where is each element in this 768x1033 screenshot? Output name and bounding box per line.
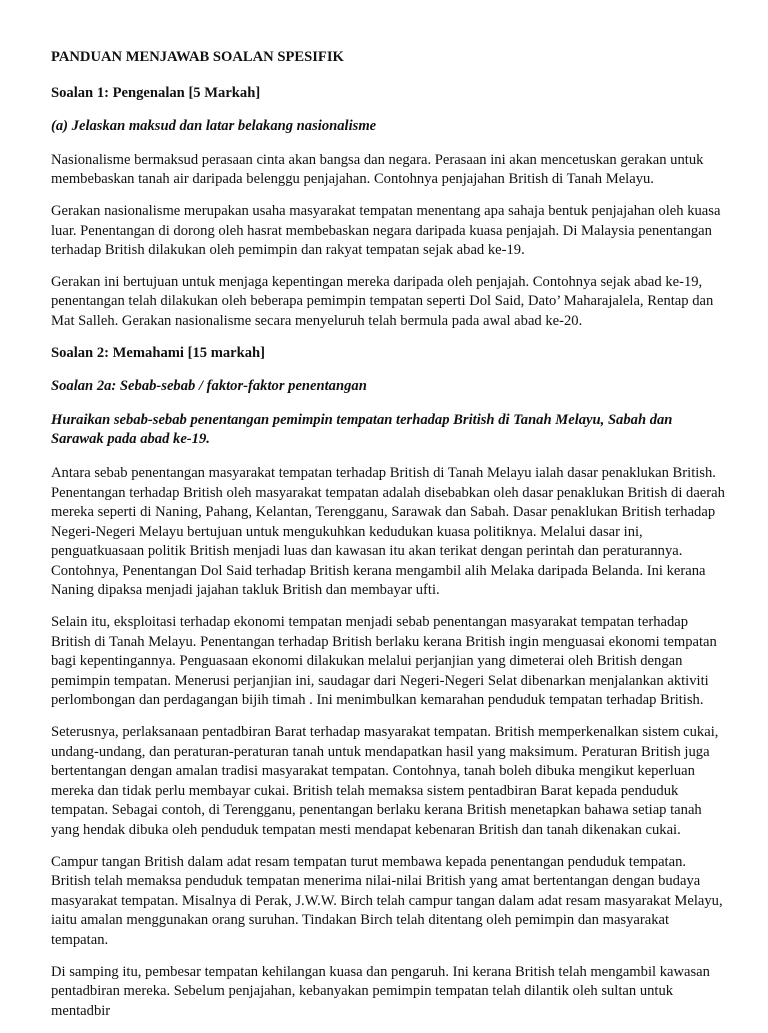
paragraph: Gerakan nasionalisme merupakan usaha masyarakat tempatan menentang apa sahaja bentuk penjajahan oleh kuasa luar. Penentangan di dorong oleh hasrat membebaskan negara daripada kuasa penjajah. Di Malaysia penentangan terhadap British dilakukan oleh pemimpin dan rakyat tempatan sejak abad ke-19. <box>51 202 721 259</box>
paragraph: Nasionalisme bermaksud perasaan cinta akan bangsa dan negara. Perasaan ini akan mencetuskan gerakan untuk membebaskan tanah air daripada belenggu penjajahan. Contohnya penjajahan British di Tanah Melayu. <box>51 151 704 188</box>
question-2a-question: Huraikan sebab-sebab penentangan pemimpin tempatan terhadap British di Tanah Melayu, Sabah dan Sarawak pada abad ke-19. <box>51 411 673 448</box>
paragraph: Seterusnya, perlaksanaan pentadbiran Barat terhadap masyarakat tempatan. British memperkenalkan sistem cukai, undang-undang, dan peraturan-peraturan tanah untuk mendapatkan hasil yang maksimum. Peraturan British juga bertentangan dengan amalan tradisi masyarakat tempatan. Contohnya, tanah boleh dibuka mengikut keperluan mereka dan tidak perlu membayar cukai. British telah memaksa sistem pentadbiran Barat kepada penduduk tempatan. Sebagai contoh, di Terengganu, penentangan berlaku kerana British menetapkan bahawa setiap tanah yang hendak dibuka oleh penduduk tempatan mesti mendapat kebenaran British dan tanah dikenakan cukai. <box>51 724 719 838</box>
paragraph: Campur tangan British dalam adat resam tempatan turut membawa kepada penentangan penduduk tempatan. British telah memaksa penduduk tempatan menerima nilai-nilai British yang amat bertentangan dengan budaya masyarakat tempatan. Misalnya di Perak, J.W.W. Birch telah campur tangan dalam adat resam masyarakat Melayu, iaitu amalan menggunakan orang suruhan. Tindakan Birch telah ditentang oleh pemimpin dan masyarakat tempatan. <box>51 853 723 948</box>
question-1-heading: Soalan 1: Pengenalan [5 Markah] <box>51 84 261 101</box>
document-page <box>51 48 726 1033</box>
document-title: PANDUAN MENJAWAB SOALAN SPESIFIK <box>51 49 344 65</box>
question-2-heading: Soalan 2: Memahami [15 markah] <box>51 344 266 361</box>
question-1a-prompt: (a) Jelaskan maksud dan latar belakang nasionalisme <box>51 118 377 135</box>
paragraph: Di samping itu, pembesar tempatan kehilangan kuasa dan pengaruh. Ini kerana British telah mengambil kawasan pentadbiran mereka. Sebelum penjajahan, kebanyakan pemimpin tempatan telah dilantik oleh sultan untuk mentadbir <box>51 963 710 1019</box>
paragraph: Selain itu, eksploitasi terhadap ekonomi tempatan menjadi sebab penentangan masyarakat tempatan terhadap British di Tanah Melayu. Penentangan terhadap British berlaku kerana British ingin menguasai ekonomi tempatan bagi kepentingannya. Penguasaan ekonomi dilakukan melalui perjanjian yang dimeterai oleh British dengan pemimpin tempatan. Menerusi perjanjian ini, saudagar dari Negeri-Negeri Selat dibenarkan menjalankan aktiviti perlombongan dan perdagangan bijih timah . Ini menimbulkan kemarahan penduduk tempatan terhadap British. <box>51 614 717 709</box>
paragraph: Gerakan ini bertujuan untuk menjaga kepentingan mereka daripada oleh penjajah. Contohnya sejak abad ke-19, penentangan telah dilakukan oleh beberapa pemimpin tempatan seperti Dol Said, Dato’ Maharajalela, Rentap dan Mat Salleh. Gerakan nasionalisme secara menyeluruh telah bermula pada awal abad ke-20. <box>51 273 714 329</box>
question-2a-prompt: Soalan 2a: Sebab-sebab / faktor-faktor penentangan <box>51 378 367 395</box>
paragraph: Antara sebab penentangan masyarakat tempatan terhadap British di Tanah Melayu ialah dasar penaklukan British. Penentangan terhadap British oleh masyarakat tempatan adalah disebabkan oleh dasar penaklukan British di daerah mereka seperti di Naning, Pahang, Kelantan, Terengganu, Sarawak dan Sabah. Dasar penaklukan British terhadap Negeri-Negeri Melayu bertujuan untuk mengukuhkan kedudukan kuasa politiknya. Melalui dasar ini, penguatkuasaan politik British menjadi luas dan kawasan itu akan terikat dengan perintah dan peraturannya. Contohnya, Penentangan Dol Said terhadap British kerana mengambil alih Melaka daripada Belanda. Ini kerana Naning dipaksa menjadi jajahan takluk British dan membayar ufti. <box>51 464 725 599</box>
